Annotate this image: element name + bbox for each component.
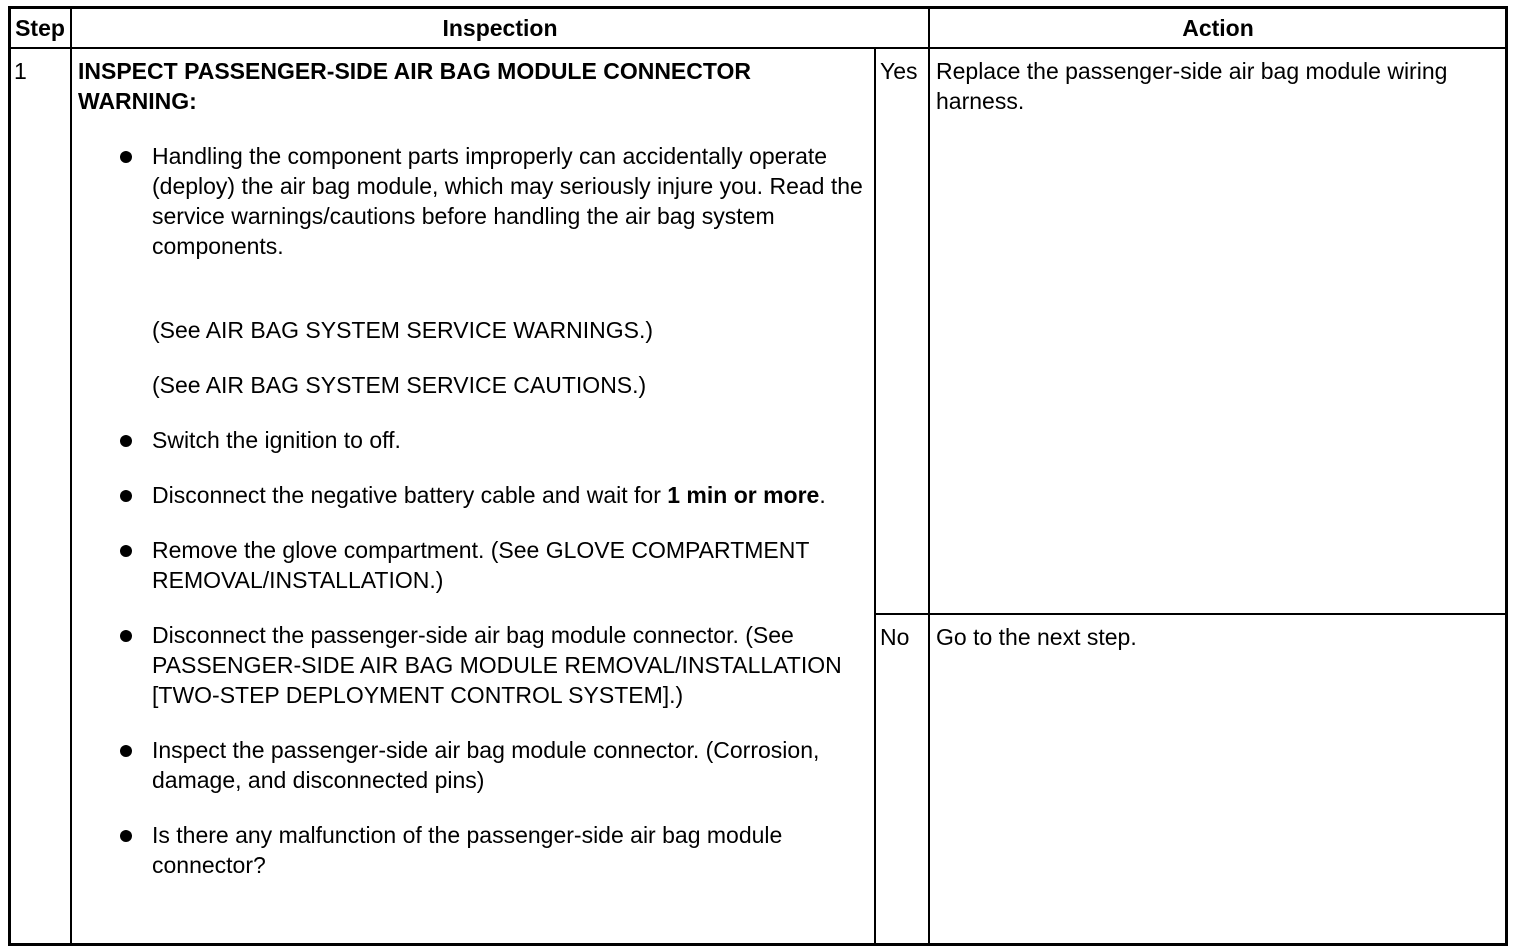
procedure-list xyxy=(78,425,868,880)
list-item xyxy=(78,535,868,595)
question-text: Is there any malfunction of the passenger-side air bag module connector? xyxy=(152,822,783,878)
header-action: Action xyxy=(1182,15,1254,41)
inspect-text: Inspect the passenger-side air bag module connector. (Corrosion, damage, and disconnected pins) xyxy=(152,737,820,793)
warning-bullet-text: Handling the component parts improperly can accidentally operate (deploy) the air bag module, which may seriously injure you. Read the service warnings/cautions before handling the air bag system components. xyxy=(152,143,863,259)
list-item xyxy=(78,820,868,880)
bullet-icon xyxy=(120,630,132,642)
warning-list xyxy=(78,141,868,261)
bullet-icon xyxy=(120,830,132,842)
glove-text: Remove the glove compartment. (See GLOVE COMPARTMENT REMOVAL/INSTALLATION.) xyxy=(152,537,810,593)
bullet-icon xyxy=(120,545,132,557)
yes-label: Yes xyxy=(880,58,918,84)
col-divider-step xyxy=(70,6,72,946)
no-label: No xyxy=(880,624,910,650)
see-warnings: (See AIR BAG SYSTEM SERVICE WARNINGS.) xyxy=(152,317,654,343)
bullet-icon xyxy=(120,490,132,502)
ignition-text: Switch the ignition to off. xyxy=(152,427,401,453)
list-item xyxy=(78,480,868,510)
bullet-icon xyxy=(120,745,132,757)
list-item xyxy=(78,141,868,261)
inspection-title: INSPECT PASSENGER-SIDE AIR BAG MODULE CONNECTOR xyxy=(78,58,752,84)
no-action: Go to the next step. xyxy=(936,624,1137,650)
yes-action: Replace the passenger-side air bag module wiring harness. xyxy=(936,58,1448,114)
inspection-content xyxy=(78,56,868,880)
header-step: Step xyxy=(15,15,65,41)
disconnect-text: Disconnect the passenger-side air bag module connector. (See PASSENGER-SIDE AIR BAG MODULE REMOVAL/INSTALLATION [TWO-STEP DEPLOYMENT CONTROL SYSTEM].) xyxy=(152,622,842,708)
step-number: 1 xyxy=(14,58,27,84)
battery-text-pre: Disconnect the negative battery cable and wait for xyxy=(152,482,668,508)
bullet-icon xyxy=(120,435,132,447)
header-inspection: Inspection xyxy=(442,15,558,41)
list-item xyxy=(78,735,868,795)
yes-no-divider xyxy=(874,613,1508,615)
warning-label: WARNING: xyxy=(78,88,197,114)
col-divider-yesno xyxy=(874,48,876,946)
battery-text-post: . xyxy=(819,482,826,508)
col-divider-action xyxy=(928,6,930,946)
battery-text xyxy=(152,482,826,508)
bullet-icon xyxy=(120,151,132,163)
battery-time: 1 min or more xyxy=(667,482,820,508)
see-cautions: (See AIR BAG SYSTEM SERVICE CAUTIONS.) xyxy=(152,372,647,398)
list-item xyxy=(78,425,868,455)
list-item xyxy=(78,620,868,710)
